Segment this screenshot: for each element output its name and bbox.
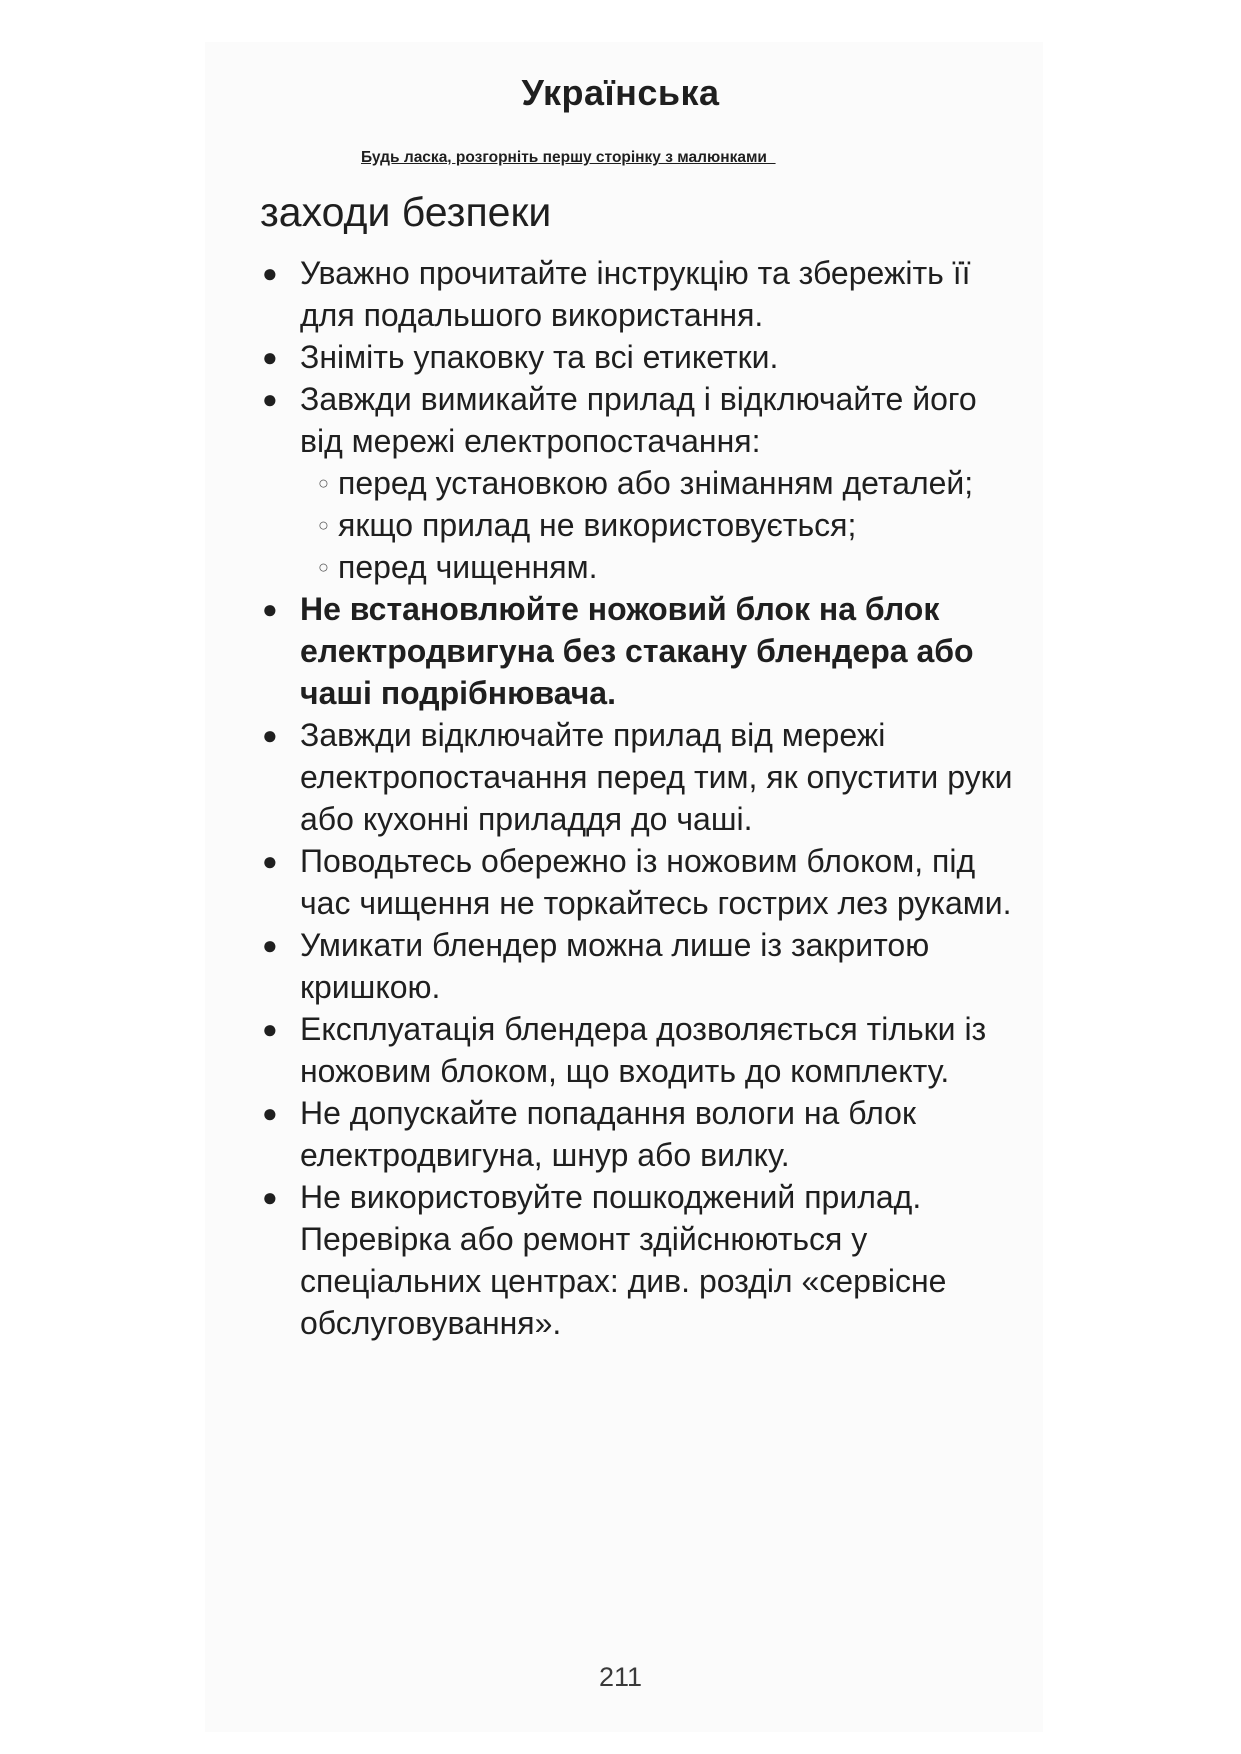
section-title: заходи безпеки [260, 189, 552, 235]
bullet-icon: ● [262, 846, 278, 876]
bullet-icon: ● [262, 1014, 278, 1044]
list-item-text: Поводьтесь обережно із ножовим блоком, під час чищення не торкайтесь гострих лез руками. [300, 843, 1012, 921]
list-item [258, 378, 1018, 588]
bullet-icon: ● [262, 384, 278, 414]
sub-list-item-text: якщо прилад не використовується; [338, 507, 857, 543]
language-heading: Українська [521, 72, 720, 113]
list-item-text: Уважно прочитайте інструкцію та збережіть її для подальшого використання. [300, 255, 971, 333]
page-number: 211 [598, 1662, 643, 1692]
bullet-icon: ● [262, 342, 278, 372]
bullet-icon: ● [262, 594, 278, 624]
bullet-icon: ● [262, 1182, 278, 1212]
sub-list-item-text: перед установкою або зніманням деталей; [338, 465, 974, 501]
list-item-text: Завжди вимикайте прилад і відключайте його від мережі електропостачання: [300, 381, 977, 459]
list-item [258, 924, 1018, 1008]
list-item [258, 714, 1018, 840]
sub-list-item [300, 546, 1018, 588]
circle-bullet-icon: ○ [318, 557, 329, 577]
list-item-text: Не допускайте попадання вологи на блок електродвигуна, шнур або вилку. [300, 1095, 916, 1173]
instruction-note: Будь ласка, розгорніть першу сторінку з малюнками [361, 149, 776, 166]
bullet-icon: ● [262, 720, 278, 750]
circle-bullet-icon: ○ [318, 515, 329, 535]
circle-bullet-icon: ○ [318, 473, 329, 493]
bullet-icon: ● [262, 1098, 278, 1128]
list-item-text: Не встановлюйте ножовий блок на блок електродвигуна без стакану блендера або чаші подрібнювача. [300, 591, 974, 711]
list-item [258, 840, 1018, 924]
list-item-warning [258, 588, 1018, 714]
list-item-text: Завжди відключайте прилад від мережі електропостачання перед тим, як опустити руки або кухонні приладдя до чаші. [300, 717, 1013, 837]
list-item-text: Експлуатація блендера дозволяється тільки із ножовим блоком, що входить до комплекту. [300, 1011, 987, 1089]
sub-list [300, 462, 1018, 588]
bullet-icon: ● [262, 930, 278, 960]
safety-list [258, 252, 1018, 1344]
list-item [258, 336, 1018, 378]
list-item [258, 1008, 1018, 1092]
sub-list-item-text: перед чищенням. [338, 549, 598, 585]
sub-list-item [300, 504, 1018, 546]
sub-list-item [300, 462, 1018, 504]
bullet-icon: ● [262, 258, 278, 288]
list-item-text: Зніміть упаковку та всі етикетки. [300, 339, 779, 375]
list-item [258, 1092, 1018, 1176]
list-item [258, 1176, 1018, 1344]
list-item-text: Не використовуйте пошкоджений прилад. Перевірка або ремонт здійснюються у спеціальних центрах: див. розділ «сервісне обслуговування». [300, 1179, 947, 1341]
list-item-text: Умикати блендер можна лише із закритою кришкою. [300, 927, 930, 1005]
list-item [258, 252, 1018, 336]
